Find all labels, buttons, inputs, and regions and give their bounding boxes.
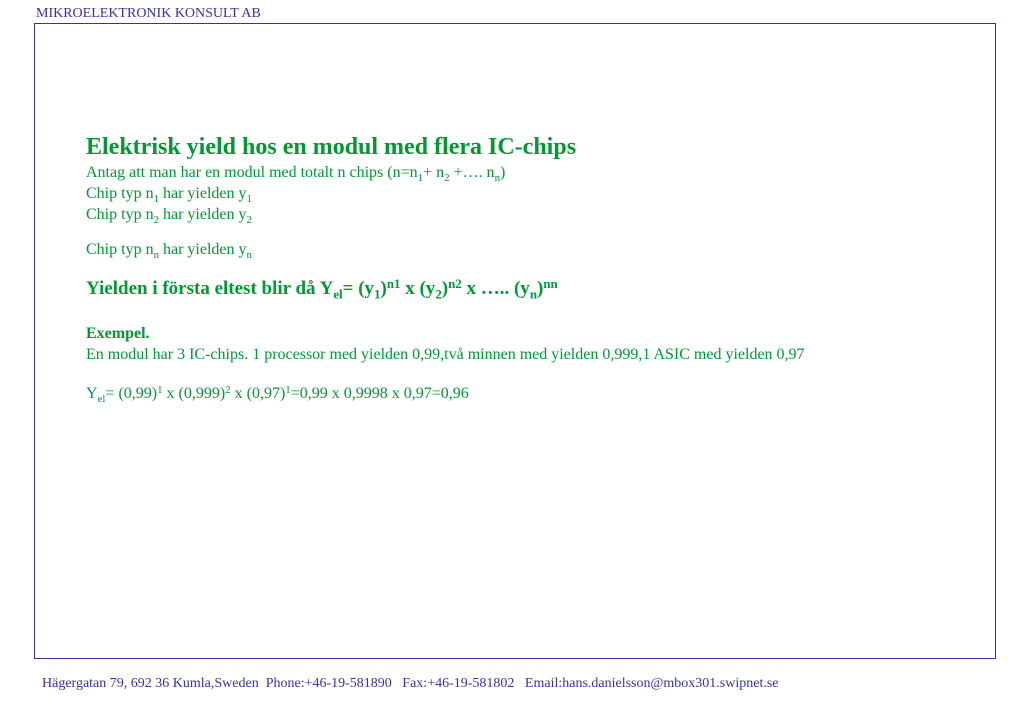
chip-2-pre: Chip typ n	[86, 206, 154, 223]
calc-b: x (0,999)	[162, 385, 226, 402]
calc-d: =0,99 x 0,9998 x 0,97=0,96	[290, 385, 469, 402]
formula-sub-2: 2	[435, 286, 442, 302]
formula-sub-el: el	[333, 286, 343, 302]
chip-line-n	[86, 239, 966, 260]
formula-p3: x (y	[400, 278, 436, 299]
chip-line-2	[86, 204, 966, 225]
intro-sub-2: 2	[444, 171, 450, 184]
contact-footer: Hägergatan 79, 692 36 Kumla,Sweden Phone:+46-19-581890 Fax:+46-19-581802 Email:hans.danielsson@mbox301.swipnet.se	[42, 676, 779, 691]
formula-pre: Yielden i första eltest blir då Y	[86, 278, 334, 299]
chip-2-sub-y: 2	[246, 213, 252, 226]
chip-1-sub-n: 1	[153, 192, 159, 205]
example-calculation	[86, 383, 966, 404]
chip-n-pre: Chip typ n	[86, 241, 154, 258]
calc-exp-3: 1	[285, 384, 291, 397]
intro-mid-1: + n	[423, 164, 445, 181]
intro-sub-n: n	[494, 171, 500, 184]
intro-mid-2: +…. n	[449, 164, 495, 181]
formula-exp-1: n1	[386, 276, 401, 292]
chip-1-pre: Chip typ n	[86, 185, 154, 202]
formula-exp-n: nn	[543, 276, 558, 292]
calc-exp-1: 1	[157, 384, 163, 397]
formula-sub-n: n	[529, 286, 537, 302]
calc-y: Y	[86, 385, 98, 402]
formula-p5: x ….. (y	[461, 278, 530, 299]
formula-p1: = (y	[342, 278, 375, 299]
yield-formula	[86, 277, 966, 301]
company-header: MIKROELEKTRONIK KONSULT AB	[36, 6, 261, 21]
spacer	[86, 225, 966, 239]
formula-p2: )	[380, 278, 387, 299]
chip-n-sub-n: n	[153, 248, 159, 261]
example-heading: Exempel.	[86, 325, 150, 342]
calc-c: x (0,97)	[230, 385, 286, 402]
calc-exp-2: 2	[225, 384, 231, 397]
example-text: En modul har 3 IC-chips. 1 processor med yielden 0,99,två minnen med yielden 0,999,1 ASIC med yielden 0,97	[86, 346, 805, 363]
intro-line	[86, 162, 966, 183]
slide-title: Elektrisk yield hos en modul med flera IC-chips	[86, 134, 577, 160]
chip-n-mid: har yielden y	[159, 241, 247, 258]
chip-1-sub-y: 1	[246, 192, 252, 205]
intro-end: )	[500, 164, 506, 181]
slide-content	[86, 132, 966, 404]
chip-line-1	[86, 183, 966, 204]
intro-sub-1: 1	[417, 171, 424, 184]
formula-exp-2: n2	[448, 276, 462, 292]
chip-1-mid: har yielden y	[159, 185, 247, 202]
chip-n-sub-y: n	[246, 248, 252, 261]
formula-p6: )	[537, 278, 544, 299]
calc-a: = (0,99)	[105, 385, 158, 402]
chip-2-mid: har yielden y	[159, 206, 247, 223]
intro-text: Antag att man har en modul med totalt n chips (n=n	[86, 164, 418, 181]
formula-p4: )	[441, 278, 449, 299]
chip-2-sub-n: 2	[153, 213, 159, 226]
formula-sub-1: 1	[374, 286, 381, 302]
calc-sub-el: el	[97, 392, 106, 405]
